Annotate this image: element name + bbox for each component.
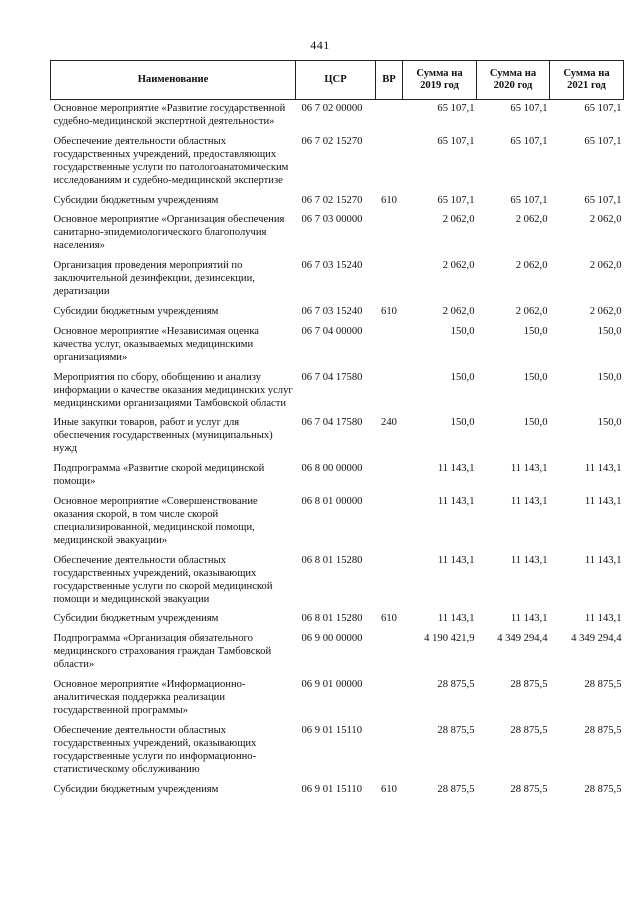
header-sum-2021: Сумма на 2021 год	[550, 61, 624, 100]
cell-sum-2019: 150,0	[450, 371, 475, 383]
cell-name: Основное мероприятие «Организация обеспечения санитарно-эпидемиологического благополучия населения»	[53, 214, 285, 252]
cell-sum-2019: 28 875,5	[437, 783, 475, 795]
cell-sum-2019: 11 143,1	[437, 613, 475, 625]
cell-vr	[376, 722, 403, 781]
cell-csr: 06 7 04 00000	[301, 325, 363, 337]
cell-sum-2021: 28 875,5	[584, 679, 622, 691]
cell-vr	[376, 257, 403, 303]
cell-sum-2020: 28 875,5	[510, 679, 548, 691]
cell-sum-2021: 28 875,5	[584, 783, 622, 795]
cell-name: Подпрограмма «Развитие скорой медицинской помощи»	[53, 463, 265, 488]
table-row	[51, 781, 624, 801]
table-row	[51, 257, 624, 303]
cell-csr: 06 9 01 15110	[301, 724, 363, 736]
cell-csr: 06 8 01 15280	[301, 554, 363, 566]
cell-csr: 06 9 00 00000	[301, 633, 363, 645]
table-row	[51, 133, 624, 192]
cell-name: Основное мероприятие «Совершенствование оказания скорой, в том числе скорой специализированной, медицинской помощи, медицинской эвакуации»	[53, 496, 258, 546]
cell-sum-2019: 2 062,0	[442, 260, 475, 272]
cell-sum-2021: 2 062,0	[589, 305, 622, 317]
cell-csr: 06 7 03 15240	[301, 305, 363, 317]
cell-csr: 06 9 01 15110	[301, 783, 363, 795]
cell-vr	[376, 676, 403, 722]
cell-sum-2019: 150,0	[450, 417, 475, 429]
cell-csr: 06 8 01 15280	[301, 613, 363, 625]
cell-sum-2021: 150,0	[597, 417, 622, 429]
cell-csr: 06 7 02 00000	[301, 103, 363, 114]
cell-csr: 06 9 01 00000	[301, 679, 363, 691]
cell-sum-2021: 65 107,1	[584, 135, 622, 147]
cell-name: Обеспечение деятельности областных государственных учреждений, оказывающих государственные услуги по информационно-статистическому обслуживанию	[53, 724, 257, 775]
table-body	[51, 100, 624, 801]
cell-vr	[376, 100, 403, 133]
cell-name: Основное мероприятие «Информационно-аналитическая поддержка реализации государственной программы»	[53, 679, 246, 716]
cell-name: Основное мероприятие «Развитие государственной судебно-медицинской экспертной деятельности»	[53, 103, 286, 127]
cell-csr: 06 7 03 00000	[301, 214, 363, 226]
table-row	[51, 552, 624, 611]
cell-vr	[376, 369, 403, 415]
cell-sum-2020: 150,0	[523, 325, 548, 337]
cell-sum-2019: 2 062,0	[442, 214, 475, 226]
cell-vr	[376, 323, 403, 369]
cell-name: Организация проведения мероприятий по заключительной дезинфекции, дезинсекции, дератизации	[53, 260, 255, 298]
table-row	[51, 493, 624, 552]
cell-sum-2021: 150,0	[597, 325, 622, 337]
cell-sum-2019: 28 875,5	[437, 724, 475, 736]
cell-sum-2019: 2 062,0	[442, 305, 475, 317]
cell-vr: 610	[381, 194, 397, 206]
cell-sum-2021: 11 143,1	[584, 613, 622, 625]
cell-sum-2020: 150,0	[523, 417, 548, 429]
cell-csr: 06 7 02 15270	[301, 194, 363, 206]
cell-name: Подпрограмма «Организация обязательного медицинского страхования граждан Тамбовской области»	[53, 633, 272, 671]
cell-sum-2020: 2 062,0	[515, 305, 548, 317]
cell-csr: 06 7 04 17580	[301, 417, 363, 429]
cell-vr	[376, 460, 403, 493]
page-number: 441	[310, 38, 330, 52]
cell-csr: 06 8 00 00000	[301, 463, 363, 475]
cell-sum-2021: 150,0	[597, 371, 622, 383]
cell-sum-2019: 65 107,1	[437, 103, 475, 114]
table-row	[51, 630, 624, 676]
cell-sum-2019: 4 190 421,9	[424, 633, 475, 645]
header-sum-2020: Сумма на 2020 год	[477, 61, 550, 100]
cell-sum-2020: 11 143,1	[510, 496, 548, 508]
table-row	[51, 303, 624, 323]
cell-sum-2021: 2 062,0	[589, 214, 622, 226]
cell-vr	[376, 630, 403, 676]
cell-sum-2020: 11 143,1	[510, 613, 548, 625]
table-row	[51, 722, 624, 781]
cell-vr: 610	[381, 305, 397, 317]
header-sum-2019: Сумма на 2019 год	[403, 61, 477, 100]
cell-name: Субсидии бюджетным учреждениям	[53, 783, 219, 795]
table-header	[51, 61, 624, 100]
cell-sum-2021: 65 107,1	[584, 103, 622, 114]
cell-csr: 06 7 03 15240	[301, 260, 363, 272]
cell-sum-2020: 2 062,0	[515, 214, 548, 226]
cell-sum-2019: 150,0	[450, 325, 475, 337]
cell-sum-2019: 65 107,1	[437, 135, 475, 147]
table-row	[51, 211, 624, 257]
cell-vr: 240	[381, 417, 397, 429]
cell-name: Основное мероприятие «Независимая оценка качества услуг, оказываемых медицинскими организациями»	[53, 325, 260, 363]
cell-sum-2020: 65 107,1	[510, 135, 548, 147]
cell-csr: 06 7 04 17580	[301, 371, 363, 383]
cell-sum-2020: 2 062,0	[515, 260, 548, 272]
cell-sum-2019: 28 875,5	[437, 679, 475, 691]
header-name: Наименование	[51, 61, 296, 100]
cell-csr: 06 8 01 00000	[301, 496, 363, 508]
cell-vr: 610	[381, 613, 397, 625]
cell-vr	[376, 552, 403, 611]
cell-sum-2021: 2 062,0	[589, 260, 622, 272]
cell-name: Субсидии бюджетным учреждениям	[53, 194, 219, 206]
table-row	[51, 460, 624, 493]
cell-sum-2019: 11 143,1	[437, 496, 475, 508]
table-row	[51, 676, 624, 722]
header-csr: ЦСР	[296, 61, 376, 100]
cell-sum-2021: 65 107,1	[584, 194, 622, 206]
cell-sum-2021: 4 349 294,4	[571, 633, 622, 645]
cell-sum-2019: 11 143,1	[437, 463, 475, 475]
table-row	[51, 192, 624, 212]
cell-sum-2020: 65 107,1	[510, 103, 548, 114]
cell-sum-2020: 28 875,5	[510, 724, 548, 736]
table-row	[51, 369, 624, 415]
cell-sum-2020: 11 143,1	[510, 463, 548, 475]
header-vr: ВР	[376, 61, 403, 100]
cell-sum-2019: 11 143,1	[437, 554, 475, 566]
cell-name: Мероприятия по сбору, обобщению и анализу информации о качестве оказания медицинских услуг медицинскими организациями Тамбовской области	[53, 371, 293, 409]
table-row	[51, 610, 624, 630]
cell-vr	[376, 493, 403, 552]
cell-sum-2020: 150,0	[523, 371, 548, 383]
cell-sum-2021: 11 143,1	[584, 554, 622, 566]
table-row	[51, 323, 624, 369]
cell-vr	[376, 211, 403, 257]
cell-sum-2019: 65 107,1	[437, 194, 475, 206]
cell-name: Субсидии бюджетным учреждениям	[53, 305, 219, 317]
cell-name: Обеспечение деятельности областных государственных учреждений, предоставляющих государственные услуги по патологоанатомическим исследованиям и судебно-медицинской экспертизе	[53, 135, 289, 186]
cell-sum-2020: 11 143,1	[510, 554, 548, 566]
cell-sum-2021: 11 143,1	[584, 496, 622, 508]
header-row	[51, 61, 624, 100]
cell-sum-2020: 28 875,5	[510, 783, 548, 795]
cell-csr: 06 7 02 15270	[301, 135, 363, 147]
table-row	[51, 100, 624, 133]
cell-sum-2020: 4 349 294,4	[497, 633, 548, 645]
cell-sum-2021: 28 875,5	[584, 724, 622, 736]
cell-sum-2020: 65 107,1	[510, 194, 548, 206]
cell-name: Иные закупки товаров, работ и услуг для обеспечения государственных (муниципальных) нужд	[53, 417, 273, 455]
cell-vr: 610	[381, 783, 397, 795]
cell-name: Субсидии бюджетным учреждениям	[53, 613, 219, 625]
cell-name: Обеспечение деятельности областных государственных учреждений, оказывающих государственные услуги по скорой медицинской помощи и медицинской эвакуации	[53, 554, 273, 605]
table-row	[51, 414, 624, 460]
cell-vr	[376, 133, 403, 192]
budget-table	[50, 60, 624, 800]
cell-sum-2021: 11 143,1	[584, 463, 622, 475]
